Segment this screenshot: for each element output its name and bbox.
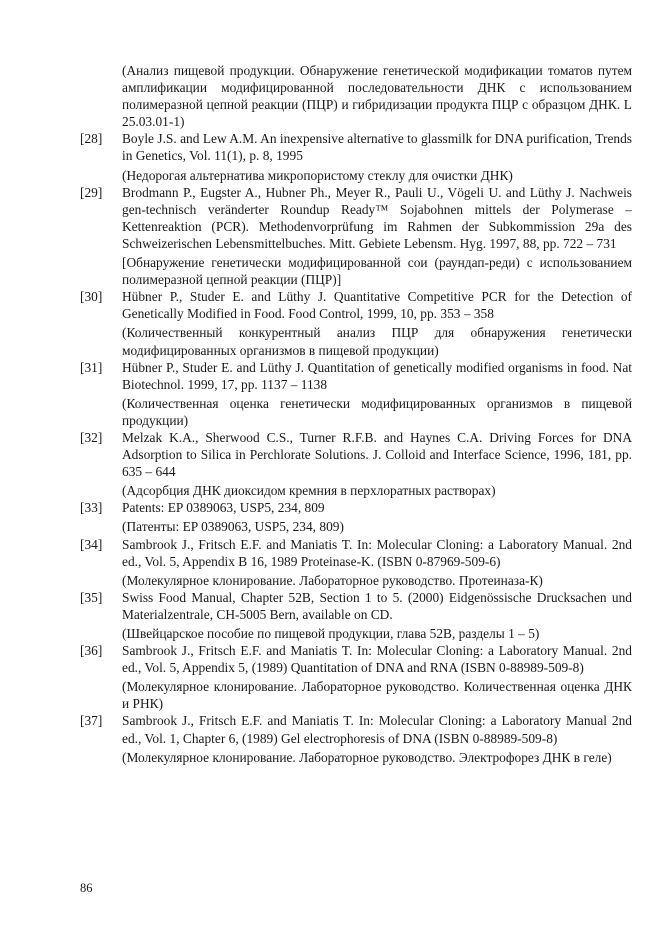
reference-translation: (Количественный конкурентный анализ ПЦР для обнаружения генетически модифицированных организмов в пищевой продукции) [122,325,632,358]
reference-number: [31] [80,359,103,375]
reference-entry [80,589,632,642]
reference-number: [28] [80,131,103,147]
reference-entry [80,536,632,589]
reference-translation: (Количественная оценка генетически модифицированных организмов в пищевой продукции) [122,395,632,428]
page-number: 86 [80,881,93,895]
reference-entry [80,130,632,183]
reference-number: [36] [80,643,103,659]
reference-translation: (Адсорбция ДНК диоксидом кремния в перхлоратных растворах) [122,483,496,499]
reference-translation: (Молекулярное клонирование. Лабораторное руководство. Протеиназа-К) [122,572,543,588]
reference-translation: (Молекулярное клонирование. Лабораторное руководство. Количественная оценка ДНК и РНК) [122,679,632,712]
reference-number: [37] [80,713,103,729]
reference-number: [32] [80,429,103,445]
reference-number: [29] [80,184,103,200]
reference-number: [33] [80,500,103,516]
reference-number: [34] [80,536,103,552]
reference-number: [35] [80,589,103,605]
reference-entry [80,184,632,289]
reference-text: Sambrook J., Fritsch E.F. and Maniatis T. In: Molecular Cloning: a Laboratory Manual. 2nd ed., Vol. 5, Appendix B 16, 1989 Proteinase-K. (ISBN 0-87969-509-6) [122,536,632,569]
reference-entry [80,359,632,429]
reference-entry [80,642,632,712]
reference-text: Hübner P., Studer E. and Lüthy J. Quantitative Competitive PCR for the Detection of Genetically Modified in Food. Food Control, 1999, 10, pp. 353 – 358 [122,289,632,322]
reference-text: Sambrook J., Fritsch E.F. and Maniatis T. In: Molecular Cloning: a Laboratory Manual. 2nd ed., Vol. 5, Appendix 5, (1989) Quantitation of DNA and RNA (ISBN 0-88989-509-8) [122,643,632,676]
reference-translation: (Анализ пищевой продукции. Обнаружение генетической модификации томатов путем амплификации модифицированной последовательности ДНК с использованием полимеразной цепной реакции (ПЦР) и гибридизации продукта ПЦР с образцом ДНК. L 25.03.01-1) [122,63,632,130]
reference-entry [80,288,632,358]
reference-entry [80,712,632,765]
reference-translation: [Обнаружение генетически модифицированной сои (раундап-реди) с использованием полимеразной цепной реакции (ПЦР)] [122,255,632,288]
reference-translation: (Патенты: EP 0389063, USP5, 234, 809) [122,519,344,535]
reference-translation: (Молекулярное клонирование. Лабораторное руководство. Электрофорез ДНК в геле) [122,749,612,765]
reference-entry [80,429,632,499]
reference-text: Hübner P., Studer E. and Lüthy J. Quantitation of genetically modified organisms in food. Nat Biotechnol. 1999, 17, pp. 1137 – 1138 [122,359,632,392]
reference-translation: (Швейцарское пособие по пищевой продукции, глава 52B, разделы 1 – 5) [122,626,540,641]
reference-text: Patents: EP 0389063, USP5, 234, 809 [122,500,325,516]
reference-list [80,62,632,766]
reference-continuation [80,62,632,130]
reference-text: Swiss Food Manual, Chapter 52B, Section 1 to 5. (2000) Eidgenössische Drucksachen und Materialzentrale, CH-5005 Bern, available on CD. [122,589,632,622]
reference-number: [30] [80,289,103,305]
reference-entry [80,499,632,535]
reference-text: Melzak K.A., Sherwood C.S., Turner R.F.B. and Haynes C.A. Driving Forces for DNA Adsorption to Silica in Perchlorate Solutions. J. Colloid and Interface Science, 1996, 181, pp. 635 – 644 [122,429,632,480]
reference-text: Brodmann P., Eugster A., Hubner Ph., Meyer R., Pauli U., Vögeli U. and Lüthy J. Nachweis gen-technisch veränderter Roundup Ready™ Sojabohnen mittels der Polymerase – Kettenreaktion (PCR). Methodenvorprüfung im Rahmen der Subkommission 29a des Schweizerischen Lebensmittelbuches. Mitt. Gebiete Lebensm. Hyg. 1997, 88, pp. 722 – 731 [122,184,632,251]
reference-text: Boyle J.S. and Lew A.M. An inexpensive alternative to glassmilk for DNA purification, Trends in Genetics, Vol. 11(1), p. 8, 1995 [122,131,632,164]
reference-translation: (Недорогая альтернатива микропористому стеклу для очистки ДНК) [122,167,513,183]
reference-text: Sambrook J., Fritsch E.F. and Maniatis T. In: Molecular Cloning: a Laboratory Manual 2nd ed., Vol. 1, Chapter 6, (1989) Gel electrophoresis of DNA (ISBN 0-88989-509-8) [122,713,632,746]
